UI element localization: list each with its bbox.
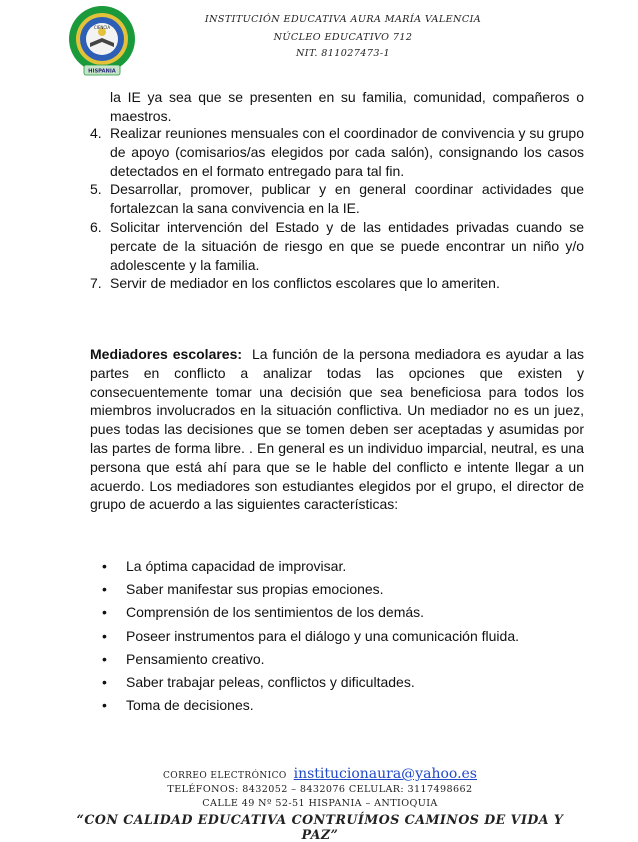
bullet-text: La óptima capacidad de improvisar.	[126, 558, 347, 574]
list-item	[90, 180, 584, 218]
footer-email-line	[60, 766, 580, 782]
footer-address: CALLE 49 Nº 52-51 HISPANIA – ANTIOQUIA	[202, 798, 438, 809]
logo-banner-text: HISPANIA	[88, 68, 116, 75]
bullet-item	[100, 694, 519, 717]
nit-number: NIT. 811027473-1	[296, 48, 390, 59]
bullet-icon: •	[102, 581, 107, 598]
list-number: 7.	[90, 275, 102, 292]
list-number: 4.	[90, 125, 102, 141]
bullet-text: Saber trabajar peleas, conflictos y dificultades.	[126, 674, 415, 691]
mediadores-body: La función de la persona mediadora es ayudar a las partes en conflicto a analizar todas las opciones que existen y consecuentemente tomar una decisión que sea beneficiosa para todos los miembros involucrados en la situación conflictiva. Un mediador no es un juez, pues todas las decisiones que se tomen deben ser aceptadas y asumidas por las partes de forma libre. . En general es un individuo imparcial, neutral, es una persona que está ahí para que se le hable del conflicto e intente llegar a un acuerdo. Los mediadores son estudiantes elegidos por el grupo, el director de grupo de acuerdo a las siguientes características:	[90, 346, 584, 513]
logo-center-text: CIENCIA	[93, 25, 111, 30]
email-link[interactable]: institucionaura@yahoo.es	[293, 766, 477, 782]
bullet-icon: •	[102, 697, 107, 714]
list-continuation-text: la IE ya sea que se presenten en su familia, comunidad, compañeros o maestros.	[110, 89, 584, 124]
list-item-text: Desarrollar, promover, publicar y en general coordinar actividades que fortalezcan la sana convivencia en la IE.	[110, 181, 584, 217]
bullet-item	[100, 671, 519, 694]
bullet-item	[100, 578, 519, 601]
bullet-icon: •	[102, 650, 107, 667]
bullet-text: Saber manifestar sus propias emociones.	[126, 581, 384, 598]
bullet-text: Pensamiento creativo.	[126, 650, 265, 667]
list-number: 5.	[90, 181, 102, 198]
footer-slogan: “CON CALIDAD EDUCATIVA CONTRUÍMOS CAMINOS DE VIDA Y PAZ”	[76, 812, 564, 842]
bullet-icon: •	[102, 604, 107, 621]
bullet-icon: •	[102, 627, 107, 644]
list-item-text: Realizar reuniones mensuales con el coordinador de convivencia y su grupo de apoyo (comisarios/as elegidos por cada salón), consignando los casos detectados en el formato entregado para tal fin.	[110, 125, 584, 179]
bullet-icon: •	[102, 674, 107, 691]
list-number: 6.	[90, 218, 102, 235]
list-item	[90, 124, 584, 180]
bullet-text: Toma de decisiones.	[126, 697, 254, 714]
footer-phones: TELÉFONOS: 8432052 – 8432076 CELULAR: 3117498662	[167, 784, 473, 795]
email-label: CORREO ELECTRÓNICO	[163, 771, 287, 781]
mediadores-heading: Mediadores escolares:	[90, 346, 243, 362]
bullet-item	[100, 625, 519, 648]
mediadores-paragraph	[90, 345, 584, 514]
list-item	[90, 274, 584, 293]
bullet-text: Poseer instrumentos para el diálogo y una comunicación fluida.	[126, 627, 520, 644]
bullet-item	[100, 601, 519, 624]
educational-nucleus: NÚCLEO EDUCATIVO 712	[273, 32, 413, 43]
list-item-text: Servir de mediador en los conflictos escolares que lo ameriten.	[110, 275, 500, 292]
institution-name: INSTITUCIÓN EDUCATIVA AURA MARÍA VALENCIA	[204, 14, 482, 25]
bullet-text: Comprensión de los sentimientos de los demás.	[126, 604, 425, 621]
bullet-item	[100, 555, 519, 578]
bullet-icon: •	[102, 558, 107, 574]
institution-logo	[60, 5, 144, 77]
bullet-item	[100, 648, 519, 671]
numbered-list	[90, 124, 584, 293]
characteristics-list	[100, 555, 519, 717]
list-item-text: Solicitar intervención del Estado y de las entidades privadas cuando se percate de la situación de riesgo en que se puede encontrar un niño y/o adolescente y la familia.	[110, 218, 584, 273]
list-item	[90, 218, 584, 274]
